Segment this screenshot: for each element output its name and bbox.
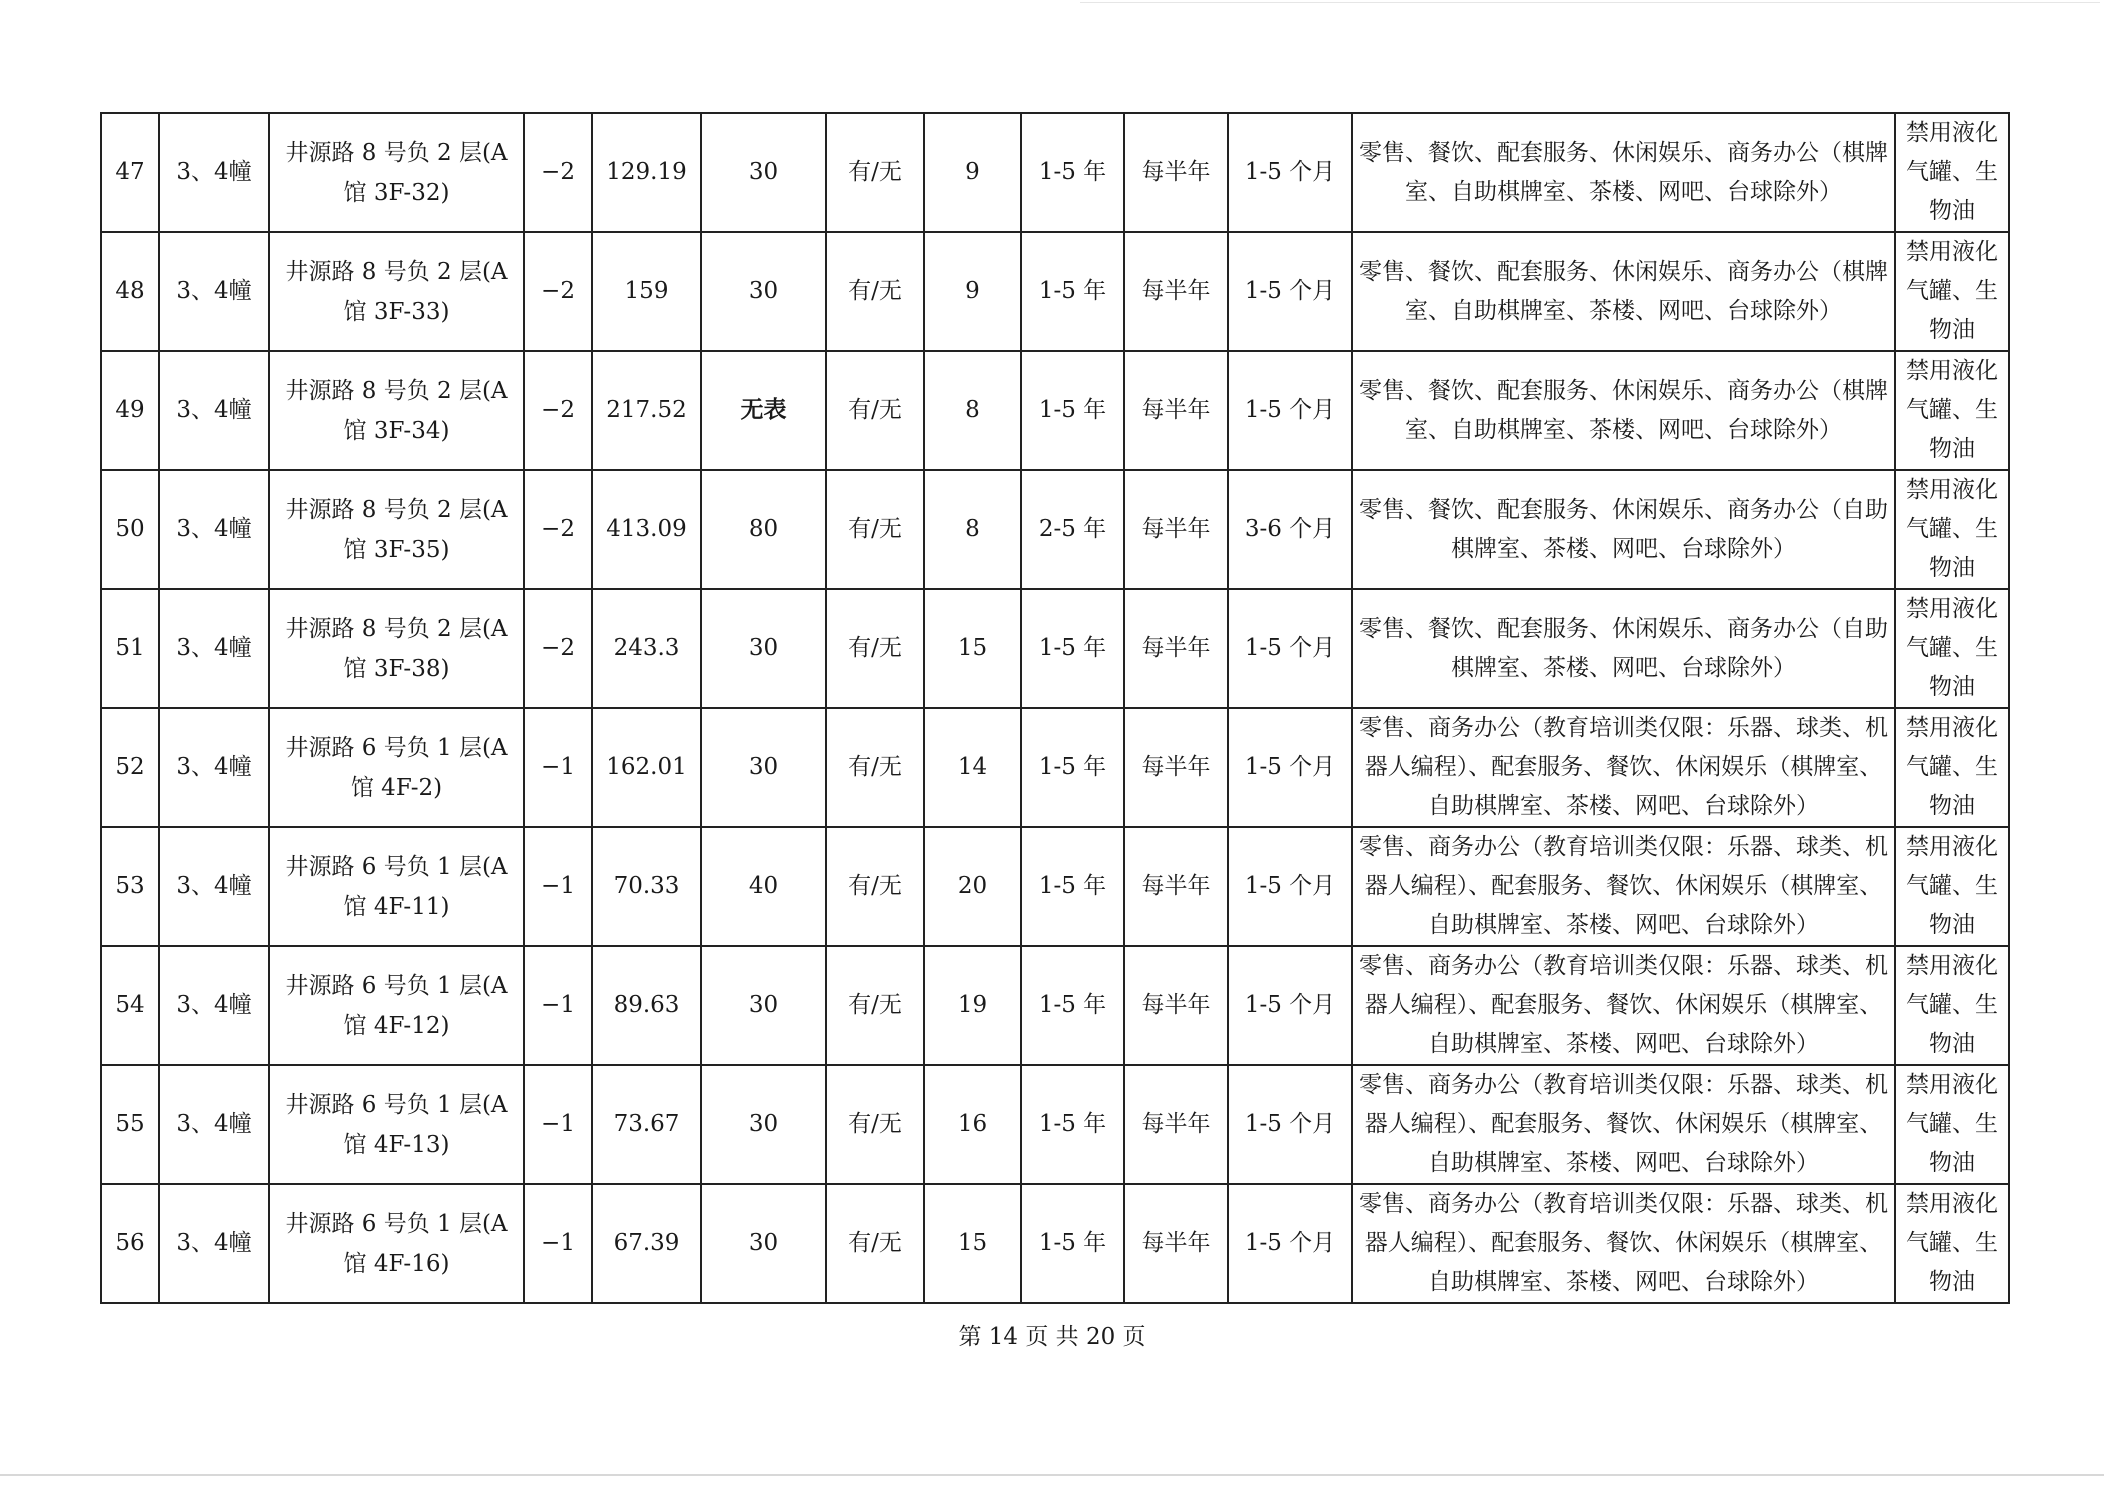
cell-address: 井源路 6 号负 1 层(A 馆 4F-11) bbox=[269, 827, 524, 946]
cell-note: 禁用液化气罐、生物油 bbox=[1895, 946, 2009, 1065]
cell-floor: −1 bbox=[524, 946, 592, 1065]
cell-meter: 80 bbox=[701, 470, 826, 589]
cell-floor: −2 bbox=[524, 232, 592, 351]
cell-free-period: 1-5 个月 bbox=[1228, 589, 1352, 708]
cell-number: 50 bbox=[101, 470, 159, 589]
cell-building: 3、4幢 bbox=[159, 470, 269, 589]
cell-number: 52 bbox=[101, 708, 159, 827]
cell-lease-term: 1-5 年 bbox=[1021, 232, 1124, 351]
cell-lease-term: 1-5 年 bbox=[1021, 708, 1124, 827]
cell-lease-term: 1-5 年 bbox=[1021, 1065, 1124, 1184]
cell-note: 禁用液化气罐、生物油 bbox=[1895, 232, 2009, 351]
cell-address: 井源路 6 号负 1 层(A 馆 4F-2) bbox=[269, 708, 524, 827]
cell-count: 16 bbox=[924, 1065, 1021, 1184]
cell-building: 3、4幢 bbox=[159, 708, 269, 827]
cell-area: 413.09 bbox=[592, 470, 701, 589]
scan-edge-line bbox=[1080, 2, 2100, 3]
cell-usage: 零售、商务办公（教育培训类仅限：乐器、球类、机器人编程）、配套服务、餐饮、休闲娱乐（棋牌室、自助棋牌室、茶楼、网吧、台球除外） bbox=[1352, 1065, 1895, 1184]
cell-usage: 零售、餐饮、配套服务、休闲娱乐、商务办公（棋牌室、自助棋牌室、茶楼、网吧、台球除外） bbox=[1352, 351, 1895, 470]
cell-number: 47 bbox=[101, 113, 159, 232]
cell-meter: 30 bbox=[701, 946, 826, 1065]
cell-free-period: 1-5 个月 bbox=[1228, 1184, 1352, 1303]
cell-floor: −2 bbox=[524, 589, 592, 708]
cell-free-period: 1-5 个月 bbox=[1228, 232, 1352, 351]
cell-rent-interval: 每半年 bbox=[1124, 589, 1228, 708]
cell-rent-interval: 每半年 bbox=[1124, 113, 1228, 232]
cell-note: 禁用液化气罐、生物油 bbox=[1895, 827, 2009, 946]
cell-floor: −1 bbox=[524, 708, 592, 827]
cell-note: 禁用液化气罐、生物油 bbox=[1895, 113, 2009, 232]
cell-usage: 零售、餐饮、配套服务、休闲娱乐、商务办公（自助棋牌室、茶楼、网吧、台球除外） bbox=[1352, 470, 1895, 589]
cell-count: 9 bbox=[924, 113, 1021, 232]
cell-note: 禁用液化气罐、生物油 bbox=[1895, 1184, 2009, 1303]
cell-number: 49 bbox=[101, 351, 159, 470]
cell-rent-interval: 每半年 bbox=[1124, 232, 1228, 351]
cell-rent-interval: 每半年 bbox=[1124, 351, 1228, 470]
cell-area: 73.67 bbox=[592, 1065, 701, 1184]
cell-address: 井源路 8 号负 2 层(A 馆 3F-34) bbox=[269, 351, 524, 470]
cell-address: 井源路 6 号负 1 层(A 馆 4F-12) bbox=[269, 946, 524, 1065]
table-row bbox=[101, 232, 2009, 351]
cell-free-period: 1-5 个月 bbox=[1228, 113, 1352, 232]
table-row bbox=[101, 351, 2009, 470]
cell-number: 48 bbox=[101, 232, 159, 351]
cell-note: 禁用液化气罐、生物油 bbox=[1895, 589, 2009, 708]
cell-usage: 零售、餐饮、配套服务、休闲娱乐、商务办公（棋牌室、自助棋牌室、茶楼、网吧、台球除外） bbox=[1352, 232, 1895, 351]
cell-area: 67.39 bbox=[592, 1184, 701, 1303]
cell-address: 井源路 8 号负 2 层(A 馆 3F-35) bbox=[269, 470, 524, 589]
cell-address: 井源路 6 号负 1 层(A 馆 4F-16) bbox=[269, 1184, 524, 1303]
cell-floor: −2 bbox=[524, 113, 592, 232]
cell-area: 129.19 bbox=[592, 113, 701, 232]
cell-building: 3、4幢 bbox=[159, 232, 269, 351]
cell-meter: 30 bbox=[701, 1065, 826, 1184]
cell-building: 3、4幢 bbox=[159, 1065, 269, 1184]
cell-address: 井源路 8 号负 2 层(A 馆 3F-32) bbox=[269, 113, 524, 232]
table-row bbox=[101, 1184, 2009, 1303]
cell-address: 井源路 8 号负 2 层(A 馆 3F-38) bbox=[269, 589, 524, 708]
table-row bbox=[101, 470, 2009, 589]
cell-water: 有/无 bbox=[826, 113, 924, 232]
cell-rent-interval: 每半年 bbox=[1124, 1184, 1228, 1303]
scan-bottom-edge bbox=[0, 1474, 2104, 1476]
table-row bbox=[101, 708, 2009, 827]
cell-area: 70.33 bbox=[592, 827, 701, 946]
cell-meter: 30 bbox=[701, 113, 826, 232]
cell-water: 有/无 bbox=[826, 946, 924, 1065]
cell-lease-term: 1-5 年 bbox=[1021, 946, 1124, 1065]
cell-number: 54 bbox=[101, 946, 159, 1065]
cell-floor: −1 bbox=[524, 827, 592, 946]
cell-floor: −2 bbox=[524, 351, 592, 470]
cell-building: 3、4幢 bbox=[159, 589, 269, 708]
cell-free-period: 1-5 个月 bbox=[1228, 946, 1352, 1065]
cell-meter: 无表 bbox=[701, 351, 826, 470]
table-row bbox=[101, 589, 2009, 708]
cell-rent-interval: 每半年 bbox=[1124, 827, 1228, 946]
cell-address: 井源路 8 号负 2 层(A 馆 3F-33) bbox=[269, 232, 524, 351]
cell-free-period: 3-6 个月 bbox=[1228, 470, 1352, 589]
cell-lease-term: 1-5 年 bbox=[1021, 113, 1124, 232]
cell-building: 3、4幢 bbox=[159, 827, 269, 946]
cell-rent-interval: 每半年 bbox=[1124, 1065, 1228, 1184]
page-number: 第 14 页 共 20 页 bbox=[958, 1324, 1146, 1350]
cell-usage: 零售、餐饮、配套服务、休闲娱乐、商务办公（自助棋牌室、茶楼、网吧、台球除外） bbox=[1352, 589, 1895, 708]
table-row bbox=[101, 113, 2009, 232]
cell-water: 有/无 bbox=[826, 232, 924, 351]
cell-count: 9 bbox=[924, 232, 1021, 351]
cell-count: 8 bbox=[924, 351, 1021, 470]
table-row bbox=[101, 946, 2009, 1065]
cell-area: 243.3 bbox=[592, 589, 701, 708]
table-row bbox=[101, 827, 2009, 946]
cell-usage: 零售、餐饮、配套服务、休闲娱乐、商务办公（棋牌室、自助棋牌室、茶楼、网吧、台球除外） bbox=[1352, 113, 1895, 232]
cell-count: 14 bbox=[924, 708, 1021, 827]
cell-water: 有/无 bbox=[826, 351, 924, 470]
cell-free-period: 1-5 个月 bbox=[1228, 1065, 1352, 1184]
cell-usage: 零售、商务办公（教育培训类仅限：乐器、球类、机器人编程）、配套服务、餐饮、休闲娱乐（棋牌室、自助棋牌室、茶楼、网吧、台球除外） bbox=[1352, 946, 1895, 1065]
cell-floor: −1 bbox=[524, 1184, 592, 1303]
cell-lease-term: 1-5 年 bbox=[1021, 827, 1124, 946]
cell-meter: 30 bbox=[701, 589, 826, 708]
cell-water: 有/无 bbox=[826, 708, 924, 827]
cell-building: 3、4幢 bbox=[159, 113, 269, 232]
cell-meter: 40 bbox=[701, 827, 826, 946]
cell-count: 15 bbox=[924, 1184, 1021, 1303]
table-row bbox=[101, 1065, 2009, 1184]
cell-note: 禁用液化气罐、生物油 bbox=[1895, 470, 2009, 589]
cell-address: 井源路 6 号负 1 层(A 馆 4F-13) bbox=[269, 1065, 524, 1184]
cell-building: 3、4幢 bbox=[159, 351, 269, 470]
cell-usage: 零售、商务办公（教育培训类仅限：乐器、球类、机器人编程）、配套服务、餐饮、休闲娱乐（棋牌室、自助棋牌室、茶楼、网吧、台球除外） bbox=[1352, 708, 1895, 827]
cell-building: 3、4幢 bbox=[159, 1184, 269, 1303]
cell-floor: −2 bbox=[524, 470, 592, 589]
cell-rent-interval: 每半年 bbox=[1124, 470, 1228, 589]
cell-meter: 30 bbox=[701, 708, 826, 827]
cell-area: 89.63 bbox=[592, 946, 701, 1065]
cell-usage: 零售、商务办公（教育培训类仅限：乐器、球类、机器人编程）、配套服务、餐饮、休闲娱乐（棋牌室、自助棋牌室、茶楼、网吧、台球除外） bbox=[1352, 827, 1895, 946]
cell-number: 53 bbox=[101, 827, 159, 946]
cell-count: 8 bbox=[924, 470, 1021, 589]
cell-lease-term: 1-5 年 bbox=[1021, 589, 1124, 708]
cell-free-period: 1-5 个月 bbox=[1228, 827, 1352, 946]
cell-water: 有/无 bbox=[826, 589, 924, 708]
cell-count: 15 bbox=[924, 589, 1021, 708]
cell-water: 有/无 bbox=[826, 827, 924, 946]
cell-lease-term: 2-5 年 bbox=[1021, 470, 1124, 589]
cell-usage: 零售、商务办公（教育培训类仅限：乐器、球类、机器人编程）、配套服务、餐饮、休闲娱乐（棋牌室、自助棋牌室、茶楼、网吧、台球除外） bbox=[1352, 1184, 1895, 1303]
cell-water: 有/无 bbox=[826, 1065, 924, 1184]
cell-area: 217.52 bbox=[592, 351, 701, 470]
cell-area: 162.01 bbox=[592, 708, 701, 827]
cell-lease-term: 1-5 年 bbox=[1021, 1184, 1124, 1303]
cell-count: 20 bbox=[924, 827, 1021, 946]
cell-note: 禁用液化气罐、生物油 bbox=[1895, 708, 2009, 827]
cell-count: 19 bbox=[924, 946, 1021, 1065]
cell-meter: 30 bbox=[701, 232, 826, 351]
cell-free-period: 1-5 个月 bbox=[1228, 708, 1352, 827]
cell-water: 有/无 bbox=[826, 1184, 924, 1303]
cell-building: 3、4幢 bbox=[159, 946, 269, 1065]
cell-water: 有/无 bbox=[826, 470, 924, 589]
cell-free-period: 1-5 个月 bbox=[1228, 351, 1352, 470]
cell-number: 51 bbox=[101, 589, 159, 708]
cell-note: 禁用液化气罐、生物油 bbox=[1895, 1065, 2009, 1184]
cell-number: 55 bbox=[101, 1065, 159, 1184]
cell-meter: 30 bbox=[701, 1184, 826, 1303]
cell-note: 禁用液化气罐、生物油 bbox=[1895, 351, 2009, 470]
property-table bbox=[100, 112, 2010, 1304]
cell-rent-interval: 每半年 bbox=[1124, 708, 1228, 827]
cell-floor: −1 bbox=[524, 1065, 592, 1184]
cell-lease-term: 1-5 年 bbox=[1021, 351, 1124, 470]
cell-rent-interval: 每半年 bbox=[1124, 946, 1228, 1065]
cell-area: 159 bbox=[592, 232, 701, 351]
cell-number: 56 bbox=[101, 1184, 159, 1303]
table-body bbox=[101, 113, 2009, 1303]
